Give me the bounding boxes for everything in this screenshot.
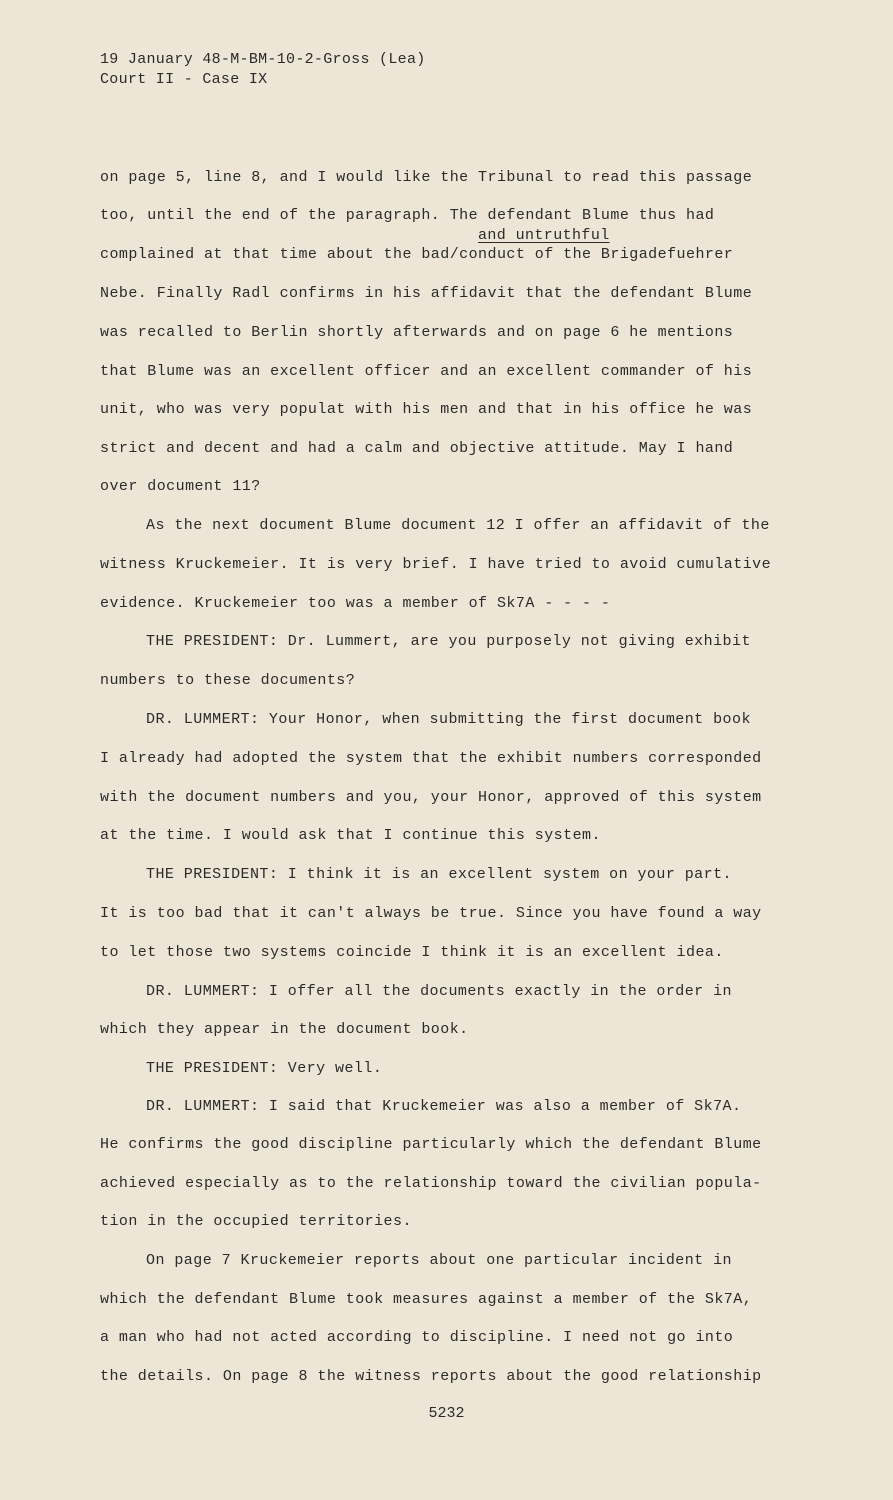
text-line: on page 5, line 8, and I would like the Tribunal to read this passage — [100, 169, 753, 186]
header-date-code: 19 January 48-M-BM-10-2-Gross (Lea) — [100, 51, 426, 68]
text-line: achieved especially as to the relationship toward the civilian popula- — [100, 1175, 762, 1192]
document-header — [100, 50, 426, 90]
text-line: too, until the end of the paragraph. The defendant Blume thus had — [100, 207, 715, 224]
text-line: a man who had not acted according to discipline. I need not go into — [100, 1329, 734, 1346]
page-number: 5232 — [428, 1405, 465, 1422]
text-line: was recalled to Berlin shortly afterwards and on page 6 he mentions — [100, 324, 734, 341]
interlinear-insertion: and untruthful — [478, 227, 610, 244]
text-line: over document 11? — [100, 478, 261, 495]
text-line: DR. LUMMERT: I said that Kruckemeier was also a member of Sk7A. — [146, 1098, 742, 1115]
text-line: complained at that time about the bad/conduct of the Brigadefuehrer — [100, 246, 734, 263]
text-line: As the next document Blume document 12 I offer an affidavit of the — [146, 517, 770, 534]
text-line: He confirms the good discipline particularly which the defendant Blume — [100, 1136, 762, 1153]
text-line: Nebe. Finally Radl confirms in his affidavit that the defendant Blume — [100, 285, 753, 302]
text-line: strict and decent and had a calm and objective attitude. May I hand — [100, 440, 734, 457]
text-line: DR. LUMMERT: Your Honor, when submitting the first document book — [146, 711, 751, 728]
text-line: to let those two systems coincide I think it is an excellent idea. — [100, 944, 724, 961]
text-line: which they appear in the document book. — [100, 1021, 469, 1038]
text-line: the details. On page 8 the witness reports about the good relationship — [100, 1368, 762, 1385]
text-line: DR. LUMMERT: I offer all the documents exactly in the order in — [146, 983, 732, 1000]
text-line: On page 7 Kruckemeier reports about one particular incident in — [146, 1252, 732, 1269]
text-line: that Blume was an excellent officer and an excellent commander of his — [100, 363, 753, 380]
text-line: It is too bad that it can't always be true. Since you have found a way — [100, 905, 762, 922]
header-court-case: Court II - Case IX — [100, 71, 268, 88]
text-line: with the document numbers and you, your Honor, approved of this system — [100, 789, 762, 806]
text-line: evidence. Kruckemeier too was a member of Sk7A - - - - — [100, 595, 611, 612]
text-line: unit, who was very populat with his men and that in his office he was — [100, 401, 753, 418]
text-line: at the time. I would ask that I continue this system. — [100, 827, 601, 844]
text-line: THE PRESIDENT: I think it is an excellent system on your part. — [146, 866, 732, 883]
text-line: THE PRESIDENT: Dr. Lummert, are you purposely not giving exhibit — [146, 633, 751, 650]
text-line: I already had adopted the system that the exhibit numbers corresponded — [100, 750, 762, 767]
text-line: witness Kruckemeier. It is very brief. I have tried to avoid cumulative — [100, 556, 772, 573]
text-line: which the defendant Blume took measures against a member of the Sk7A, — [100, 1291, 753, 1308]
text-line: THE PRESIDENT: Very well. — [146, 1060, 383, 1077]
text-line: tion in the occupied territories. — [100, 1213, 412, 1230]
text-line: numbers to these documents? — [100, 672, 356, 689]
